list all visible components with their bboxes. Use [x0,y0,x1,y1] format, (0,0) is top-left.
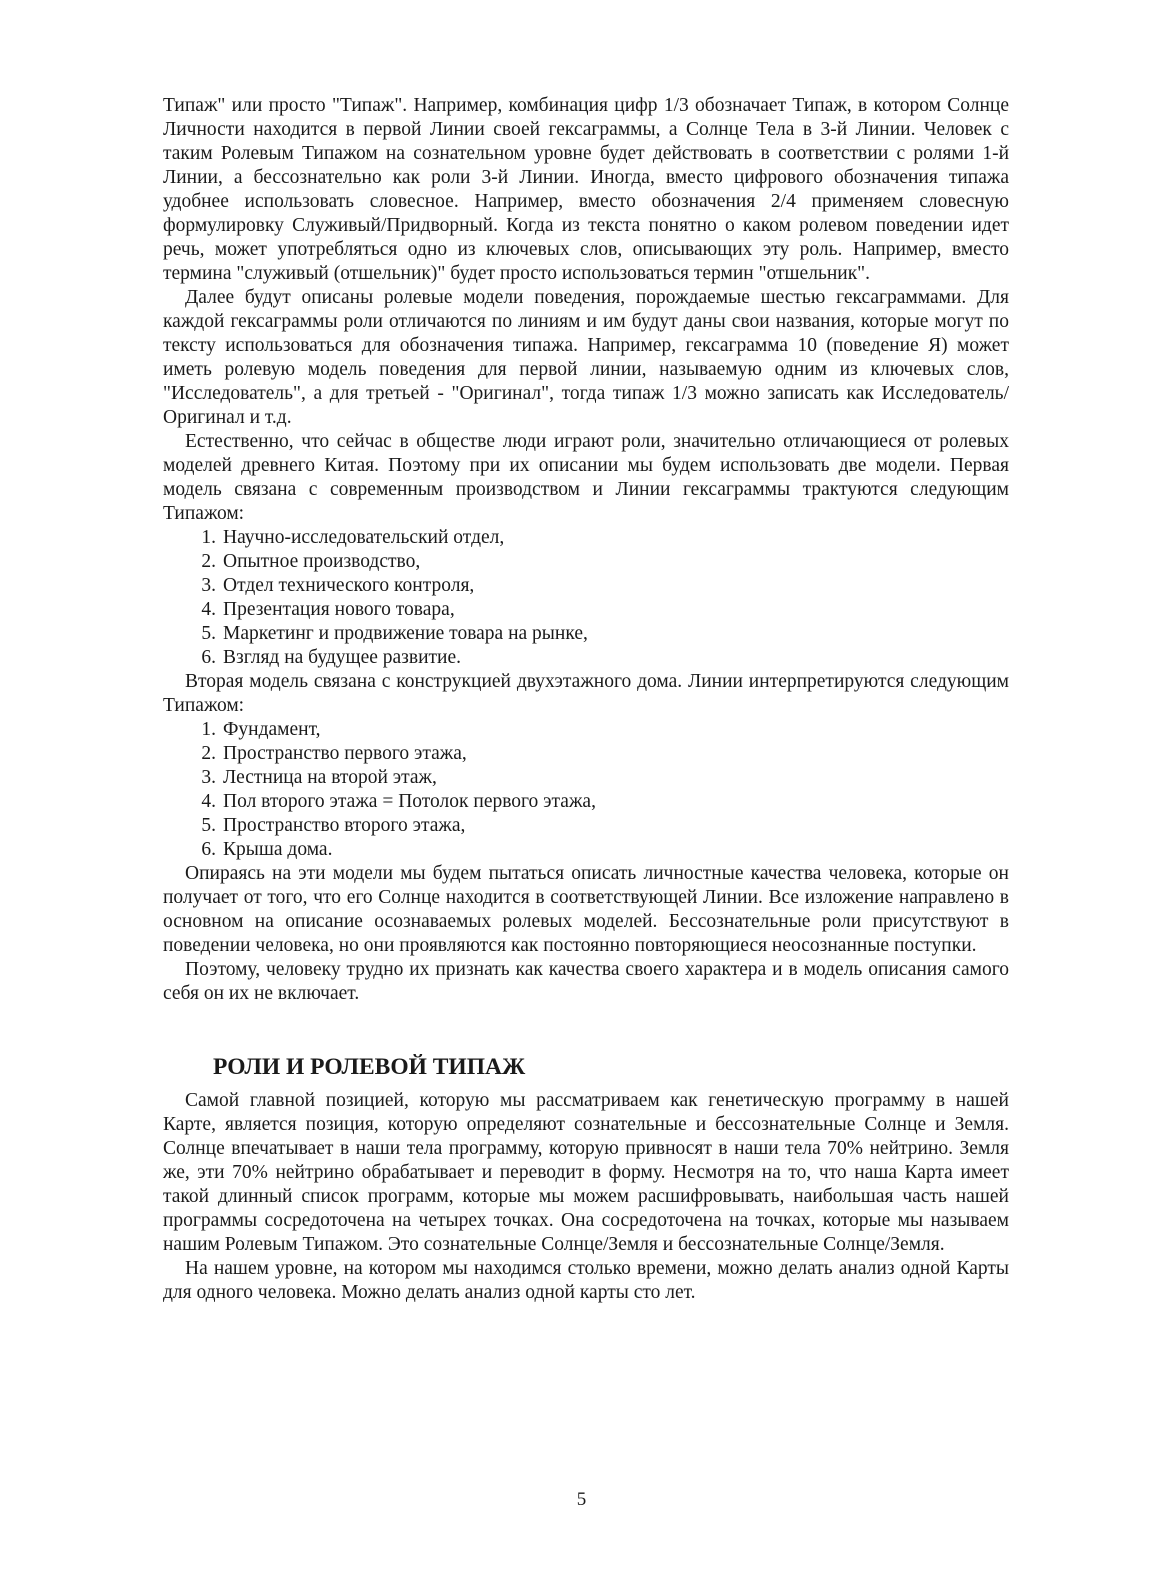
list-item-text: Презентация нового товара, [223,599,455,620]
list-item [201,766,1009,790]
list-item-number: 5. [201,623,216,644]
list-item-number: 5. [201,815,216,836]
list-item [201,838,1009,862]
list-item-number: 2. [201,743,216,764]
list-item-text: Взгляд на будущее развитие. [223,647,461,668]
list-item-text: Крыша дома. [223,839,333,860]
list-item [201,718,1009,742]
paragraph-self-description: Поэтому, человеку трудно их признать как качества своего характера и в модель описания самого себя он их не включает. [163,959,1009,1004]
list-item-number: 1. [201,719,216,740]
list-item-number: 6. [201,647,216,668]
list-item [201,646,1009,670]
list-item-number: 2. [201,551,216,572]
paragraph-role-models: Далее будут описаны ролевые модели поведения, порождаемые шестью гексаграммами. Для каждой гексаграммы роли отличаются по линиям и им будут даны свои названия, которые могут по тексту использоваться для обозначения типажа. Например, гексаграмма 10 (поведение Я) может иметь ролевую модель поведения для первой линии, называемую одним из ключевых слов, "Исследователь", а для третьей - "Оригинал", тогда типаж 1/3 можно записать как Исследователь/Оригинал и т.д. [163,287,1009,428]
list-item-text: Пространство первого этажа, [223,743,467,764]
list-item-text: Пространство второго этажа, [223,815,466,836]
list-item [201,814,1009,838]
list-item [201,574,1009,598]
production-model-list [163,526,1009,670]
paragraph-personal-qualities: Опираясь на эти модели мы будем пытаться описать личностные качества человека, которые он получает от того, что его Солнце находится в соответствующей Линии. Все изложение направлено в основном на описание осознаваемых ролевых моделей. Бессознательные роли присутствуют в поведении человека, но они проявляются как постоянно повторяющиеся неосознанные поступки. [163,863,1009,956]
list-item [201,526,1009,550]
list-item-number: 3. [201,767,216,788]
paragraph-typage-intro: Типаж" или просто "Типаж". Например, комбинация цифр 1/3 обозначает Типаж, в котором Солнце Личности находится в первой Линии своей гексаграммы, а Солнце Тела в 3-й Линии. Человек с таким Ролевым Типажом на сознательном уровне будет действовать в соответствии с ролями 1-й Линии, а бессознательно как роли 3-й Линии. Иногда, вместо цифрового обозначения типажа удобнее использовать словесное. Например, вместо обозначения 2/4 применяем словесную формулировку Служивый/Придворный. Когда из текста понятно о каком ролевом поведении идет речь, может употребляться одно из ключевых слов, описывающих эту роль. Например, вместо термина "служивый (отшельник)" будет просто использоваться термин "отшельник". [163,95,1009,284]
house-model-list [163,718,1009,862]
list-item [201,598,1009,622]
list-item-text: Опытное производство, [223,551,421,572]
list-item-number: 4. [201,791,216,812]
list-item-text: Лестница на второй этаж, [223,767,437,788]
list-item-text: Маркетинг и продвижение товара на рынке, [223,623,588,644]
list-item-number: 4. [201,599,216,620]
list-item-number: 1. [201,527,216,548]
document-page [163,94,1009,1305]
paragraph-genetic-program: Самой главной позицией, которую мы рассматриваем как генетическую программу в нашей Карте, является позиция, которую определяют сознательные и бессознательные Солнце и Земля. Солнце впечатывает в наши тела программу, которую привносят в наши тела 70% нейтрино. Земля же, эти 70% нейтрино обрабатывает и переводит в форму. Несмотря на то, что наша Карта имеет такой длинный список программ, которые мы можем расшифровывать, наибольшая часть нашей программы сосредоточена на четырех точках. Она сосредоточена на точках, которые мы называем нашим Ролевым Типажом. Это сознательные Солнце/Земля и бессознательные Солнце/Земля. [163,1090,1009,1255]
list-item-text: Научно-исследовательский отдел, [223,527,505,548]
list-item-text: Фундамент, [223,719,321,740]
list-item-text: Отдел технического контроля, [223,575,475,596]
paragraph-house-model: Вторая модель связана с конструкцией двухэтажного дома. Линии интерпретируются следующим Типажом: [163,671,1009,716]
list-item [201,550,1009,574]
list-item-number: 6. [201,839,216,860]
list-item-number: 3. [201,575,216,596]
list-item [201,790,1009,814]
paragraph-two-models: Естественно, что сейчас в обществе люди играют роли, значительно отличающиеся от ролевых моделей древнего Китая. Поэтому при их описании мы будем использовать две модели. Первая модель связана с современным производством и Линии гексаграммы трактуются следующим Типажом: [163,431,1009,524]
list-item-text: Пол второго этажа = Потолок первого этажа, [223,791,596,812]
paragraph-chart-analysis: На нашем уровне, на котором мы находимся столько времени, можно делать анализ одной Карты для одного человека. Можно делать анализ одной карты сто лет. [163,1258,1009,1303]
list-item [201,622,1009,646]
page-number: 5 [576,1489,587,1510]
section-heading: РОЛИ И РОЛЕВОЙ ТИПАЖ [213,1054,526,1080]
list-item [201,742,1009,766]
